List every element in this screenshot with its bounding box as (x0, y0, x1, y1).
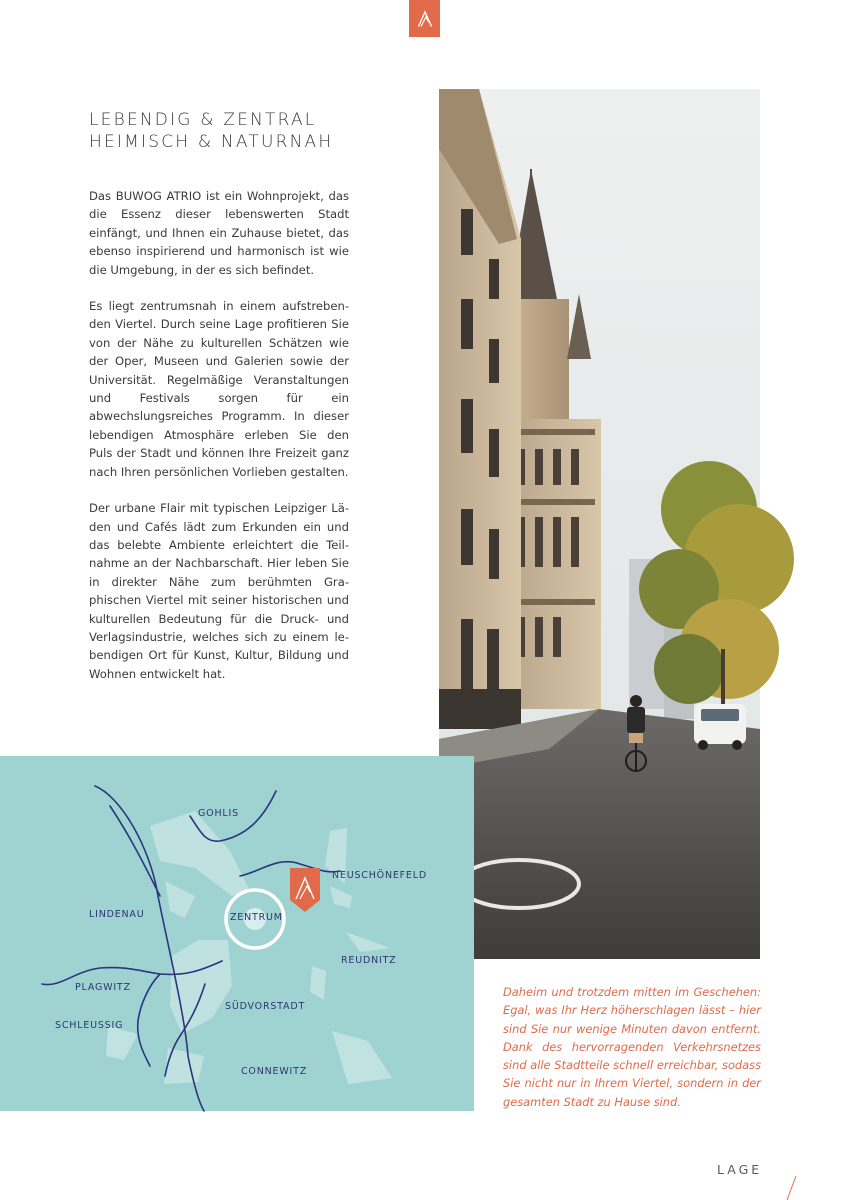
district-label-neuschoenefeld: NEUSCHÖNEFELD (332, 870, 427, 881)
district-map (0, 756, 474, 1111)
district-label-reudnitz: REUDNITZ (341, 955, 397, 966)
paragraph: Der urbane Flair mit typischen Leipziger Läden und Cafés lädt zum Erkunden ein und das belebte Ambiente erleichtert die Teilnahme an der Nachbarschaft. Hier leben Sie in direkter Nähe zum berühmten Graphischen Viertel mit seiner historischen und kulturellen Bedeutung für die Druck- und Verlagsindustrie, welches sich zu einem lebendigen Ort für Kunst, Kultur, Bildung und Wohnen entwickelt hat. (89, 501, 349, 681)
district-label-gohlis: GOHLIS (198, 808, 239, 819)
district-label-connewitz: CONNEWITZ (241, 1066, 308, 1077)
a-monogram-icon (417, 10, 433, 28)
photo-caption: Daheim und trotzdem mitten im Geschehen: Egal, was Ihr Herz höherschlagen lässt – hier sind Sie nur wenige Minuten davon entfernt. Dank des hervorragenden Verkehrsnetzes sind alle Stadtteile schnell erreichbar, sodass Sie nicht nur in Ihrem Viertel, sondern in der gesamten Stadt zu Hause sind. (503, 985, 761, 1109)
heading-line-2: HEIMISCH & NATURNAH (89, 132, 334, 152)
district-label-lindenau: LINDENAU (89, 909, 145, 920)
heading-line-1: LEBENDIG & ZENTRAL (89, 110, 317, 130)
district-label-zentrum: ZENTRUM (230, 912, 283, 923)
paragraph: Das BUWOG ATRIO ist ein Wohnprojekt, das die Essenz dieser lebenswerten Stadt einfängt, und Ihnen ein Zuhause bietet, das ebenso inspirierend und harmonisch ist wie die Umgebung, in der es sich befindet. (89, 189, 349, 277)
page-heading (89, 109, 333, 153)
street-photo (439, 89, 760, 959)
district-label-plagwitz: PLAGWITZ (75, 982, 131, 993)
section-label: LAGE (717, 1162, 763, 1177)
logo-tab (409, 0, 440, 37)
location-marker-icon (290, 868, 320, 912)
body-text (89, 187, 349, 701)
slash-decoration (784, 1176, 798, 1200)
district-label-suedvorstadt: SÜDVORSTADT (225, 1001, 306, 1012)
paragraph: Es liegt zentrumsnah in einem aufstrebenden Viertel. Durch seine Lage profitieren Sie von der Nähe zu kulturellen Schätzen wie der Oper, Museen und Galerien sowie der Universität. Regelmäßige Veranstaltungen und Festivals sorgen für ein abwechslungsreiches Programm. In dieser lebendigen Atmosphäre erleben Sie den Puls der Stadt und können Ihre Freizeit ganz nach Ihren persönlichen Vorlieben gestalten. (89, 299, 349, 479)
district-label-schleussig: SCHLEUSSIG (55, 1020, 124, 1031)
